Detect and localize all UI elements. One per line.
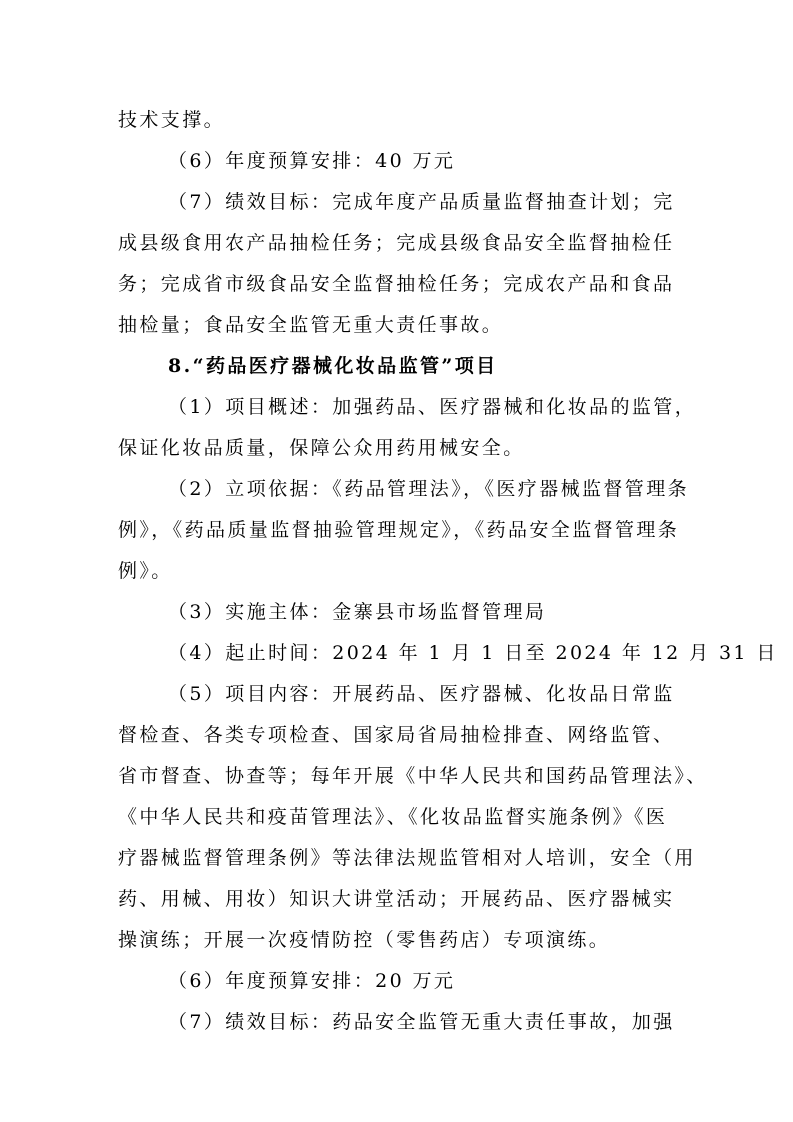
paragraph-line: 疗器械监督管理条例》等法律法规监管相对人培训，安全（用 (118, 847, 696, 869)
paragraph-line: 技术支撑。 (118, 109, 226, 131)
paragraph-line: 保证化妆品质量，保障公众用药用械安全。 (118, 437, 525, 459)
paragraph-line: 抽检量；食品安全监管无重大责任事故。 (118, 314, 504, 336)
period-line: （4）起止时间：2024 年 1 月 1 日至 2024 年 12 月 31 日 (168, 642, 778, 664)
performance-goal-line: （7）绩效目标：药品安全监管无重大责任事故，加强 (168, 1011, 675, 1033)
implementer-line: （3）实施主体：金寨县市场监督管理局 (168, 601, 547, 623)
paragraph-line: 操演练；开展一次疫情防控（零售药店）专项演练。 (118, 929, 611, 951)
paragraph-line: 务；完成省市级食品安全监督抽检任务；完成农产品和食品 (118, 273, 675, 295)
budget-line: （6）年度预算安排：40 万元 (168, 150, 456, 172)
paragraph-line: 例》。 (118, 560, 173, 582)
project-content-line: （5）项目内容：开展药品、医疗器械、化妆品日常监 (168, 683, 675, 705)
section-heading: 8.“药品医疗器械化妆品监管”项目 (168, 355, 498, 377)
basis-line: （2）立项依据：《药品管理法》，《医疗器械监督管理条 (168, 478, 689, 500)
paragraph-line: 例》，《药品质量监督抽验管理规定》，《药品安全监督管理条 (118, 519, 680, 541)
paragraph-line: 督检查、各类专项检查、国家局省局抽检排查、网络监管、 (118, 724, 675, 746)
budget-line: （6）年度预算安排：20 万元 (168, 970, 456, 992)
project-overview-line: （1）项目概述：加强药品、医疗器械和化妆品的监管， (168, 396, 697, 418)
performance-goal-line: （7）绩效目标：完成年度产品质量监督抽查计划；完 (168, 191, 675, 213)
paragraph-line: 成县级食用农产品抽检任务；完成县级食品安全监督抽检任 (118, 232, 675, 254)
paragraph-line: 药、用械、用妆）知识大讲堂活动；开展药品、医疗器械实 (118, 888, 675, 910)
document-body (118, 100, 778, 1043)
paragraph-line: 《中华人民共和疫苗管理法》、《化妆品监督实施条例》《医 (118, 806, 668, 828)
paragraph-line: 省市督查、协查等；每年开展《中华人民共和国药品管理法》、 (118, 765, 708, 787)
